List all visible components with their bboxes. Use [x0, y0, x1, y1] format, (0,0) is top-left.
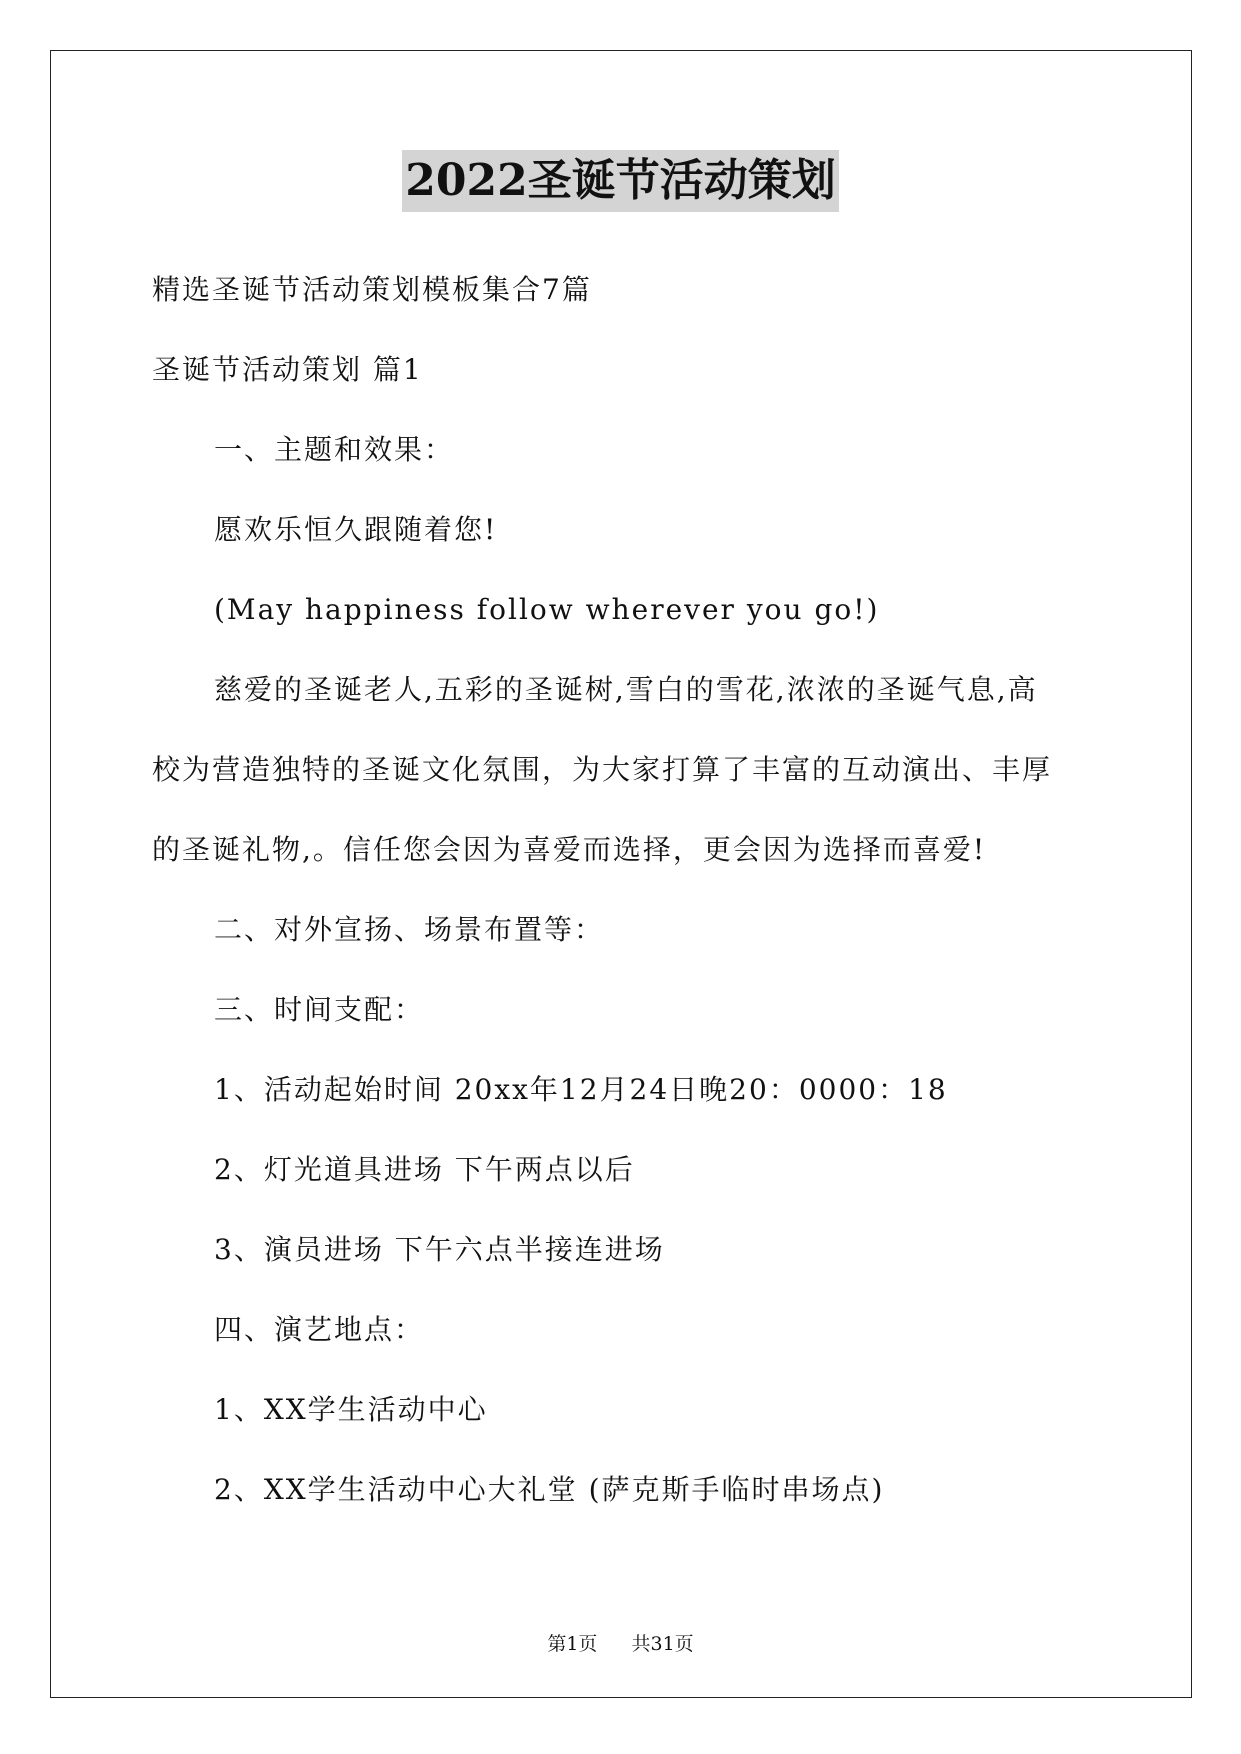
page-footer — [0, 1632, 1241, 1656]
paragraph-line: 2、灯光道具进场 下午两点以后 — [214, 1153, 635, 1186]
paragraph-line: 三、时间支配： — [214, 993, 425, 1026]
paragraph-line: 慈爱的圣诞老人,五彩的圣诞树,雪白的雪花,浓浓的圣诞气息,高 — [214, 673, 1038, 706]
section-heading: 圣诞节活动策划 篇1 — [152, 353, 423, 386]
paragraph-line: 1、活动起始时间 20xx年12月24日晚20：0000：18 — [214, 1073, 948, 1106]
paragraph-line: 的圣诞礼物,。信任您会因为喜爱而选择，更会因为选择而喜爱! — [152, 833, 987, 866]
paragraph-line: 1、XX学生活动中心 — [214, 1393, 488, 1426]
paragraph-line: 2、XX学生活动中心大礼堂 (萨克斯手临时串场点) — [214, 1473, 885, 1506]
paragraph-line: (May happiness follow wherever you go!) — [214, 593, 880, 626]
paragraph-line: 四、演艺地点： — [214, 1313, 425, 1346]
subtitle-line: 精选圣诞节活动策划模板集合7篇 — [152, 273, 592, 306]
paragraph-line: 3、演员进场 下午六点半接连进场 — [214, 1233, 665, 1266]
paragraph-line: 一、主题和效果： — [214, 433, 455, 466]
page-number-total: 共31页 — [631, 1633, 694, 1655]
paragraph-line: 二、对外宣扬、场景布置等： — [214, 913, 605, 946]
title-container — [0, 150, 1241, 212]
document-title: 2022圣诞节活动策划 — [402, 150, 838, 212]
paragraph-line: 校为营造独特的圣诞文化氛围，为大家打算了丰富的互动演出、丰厚 — [152, 753, 1053, 786]
paragraph-line: 愿欢乐恒久跟随着您! — [214, 513, 498, 546]
page-number-current: 第1页 — [547, 1633, 598, 1655]
